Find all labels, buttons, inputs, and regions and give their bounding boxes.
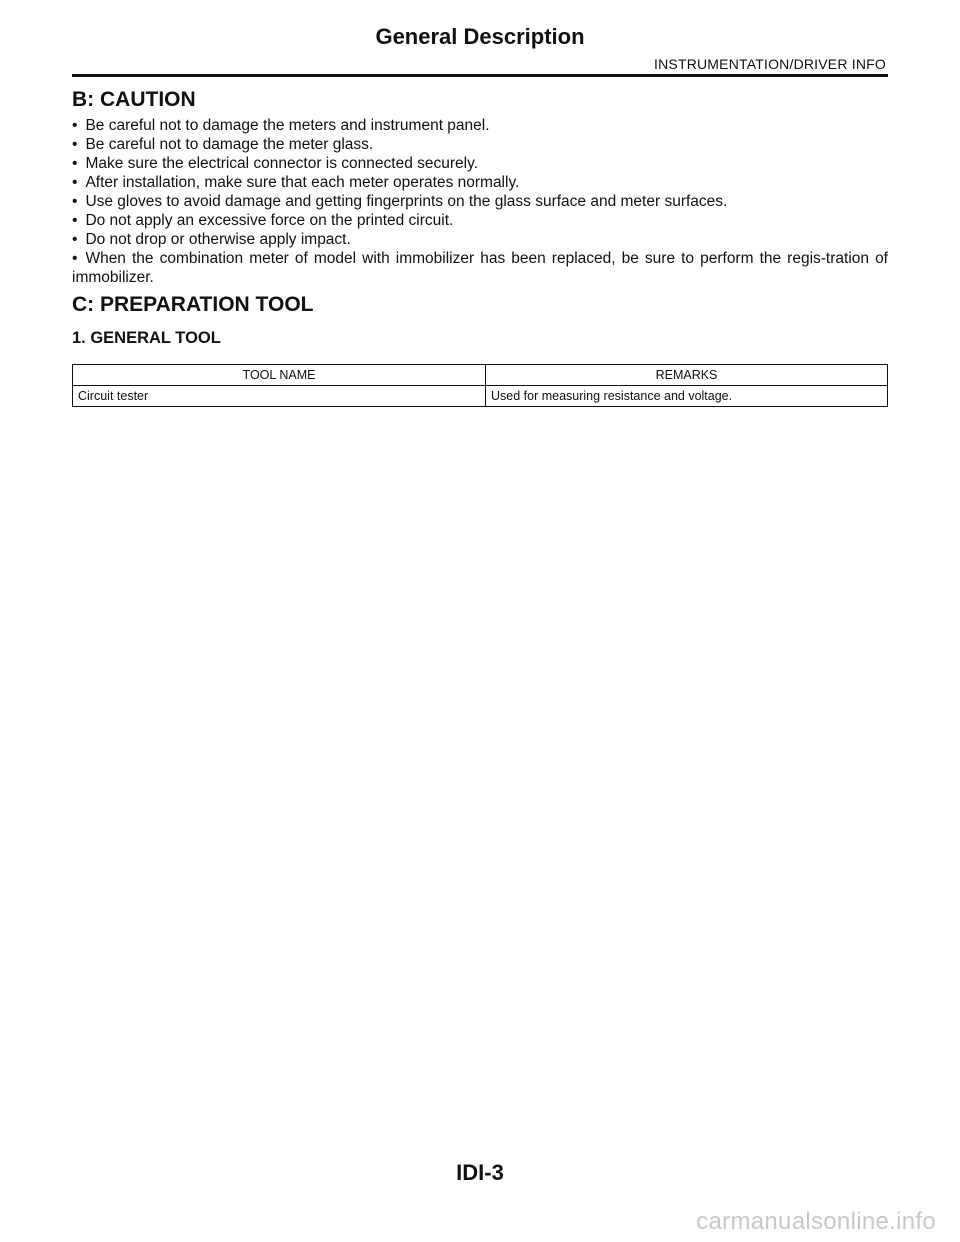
caution-item-text: Be careful not to damage the meters and instrument panel. <box>85 117 490 134</box>
caution-item-text: Do not drop or otherwise apply impact. <box>85 231 351 248</box>
bullet-icon: • <box>72 136 78 153</box>
bullet-icon: • <box>72 193 78 210</box>
table-header-row <box>73 365 888 386</box>
column-header-remarks: REMARKS <box>486 365 888 386</box>
caution-heading: B: CAUTION <box>72 88 196 111</box>
caution-item-text: Use gloves to avoid damage and getting fingerprints on the glass surface and meter surfaces. <box>85 193 728 210</box>
caution-list <box>72 116 888 287</box>
table-row <box>73 386 888 407</box>
caution-item-text: Be careful not to damage the meter glass. <box>85 136 374 153</box>
page-number: IDI-3 <box>456 1160 504 1185</box>
caution-item-text: After installation, make sure that each meter operates normally. <box>85 174 520 191</box>
column-header-tool-name: TOOL NAME <box>73 365 486 386</box>
watermark: carmanualsonline.info <box>696 1208 936 1235</box>
table-cell-remarks: Used for measuring resistance and voltage. <box>486 386 888 407</box>
caution-item <box>72 230 888 249</box>
bullet-icon: • <box>72 231 78 248</box>
caution-item <box>72 173 888 192</box>
caution-item-text: Do not apply an excessive force on the printed circuit. <box>85 212 454 229</box>
header-divider <box>72 74 888 77</box>
general-tool-table <box>72 364 888 407</box>
table-cell-tool-name: Circuit tester <box>73 386 486 407</box>
bullet-icon: • <box>72 174 78 191</box>
caution-item <box>72 116 888 135</box>
caution-item-text: Make sure the electrical connector is connected securely. <box>85 155 479 172</box>
caution-item <box>72 192 888 211</box>
caution-item <box>72 211 888 230</box>
caution-item-text: When the combination meter of model with immobilizer has been replaced, be sure to perform the regis-tration of immobilizer. <box>72 250 888 286</box>
bullet-icon: • <box>72 117 78 134</box>
page-title: General Description <box>375 24 585 49</box>
caution-item <box>72 135 888 154</box>
general-tool-heading: 1. GENERAL TOOL <box>72 329 221 347</box>
bullet-icon: • <box>72 250 78 267</box>
bullet-icon: • <box>72 155 78 172</box>
bullet-icon: • <box>72 212 78 229</box>
section-header: INSTRUMENTATION/DRIVER INFO <box>654 56 886 72</box>
caution-item <box>72 154 888 173</box>
caution-item <box>72 249 888 287</box>
preparation-tool-heading: C: PREPARATION TOOL <box>72 293 314 316</box>
